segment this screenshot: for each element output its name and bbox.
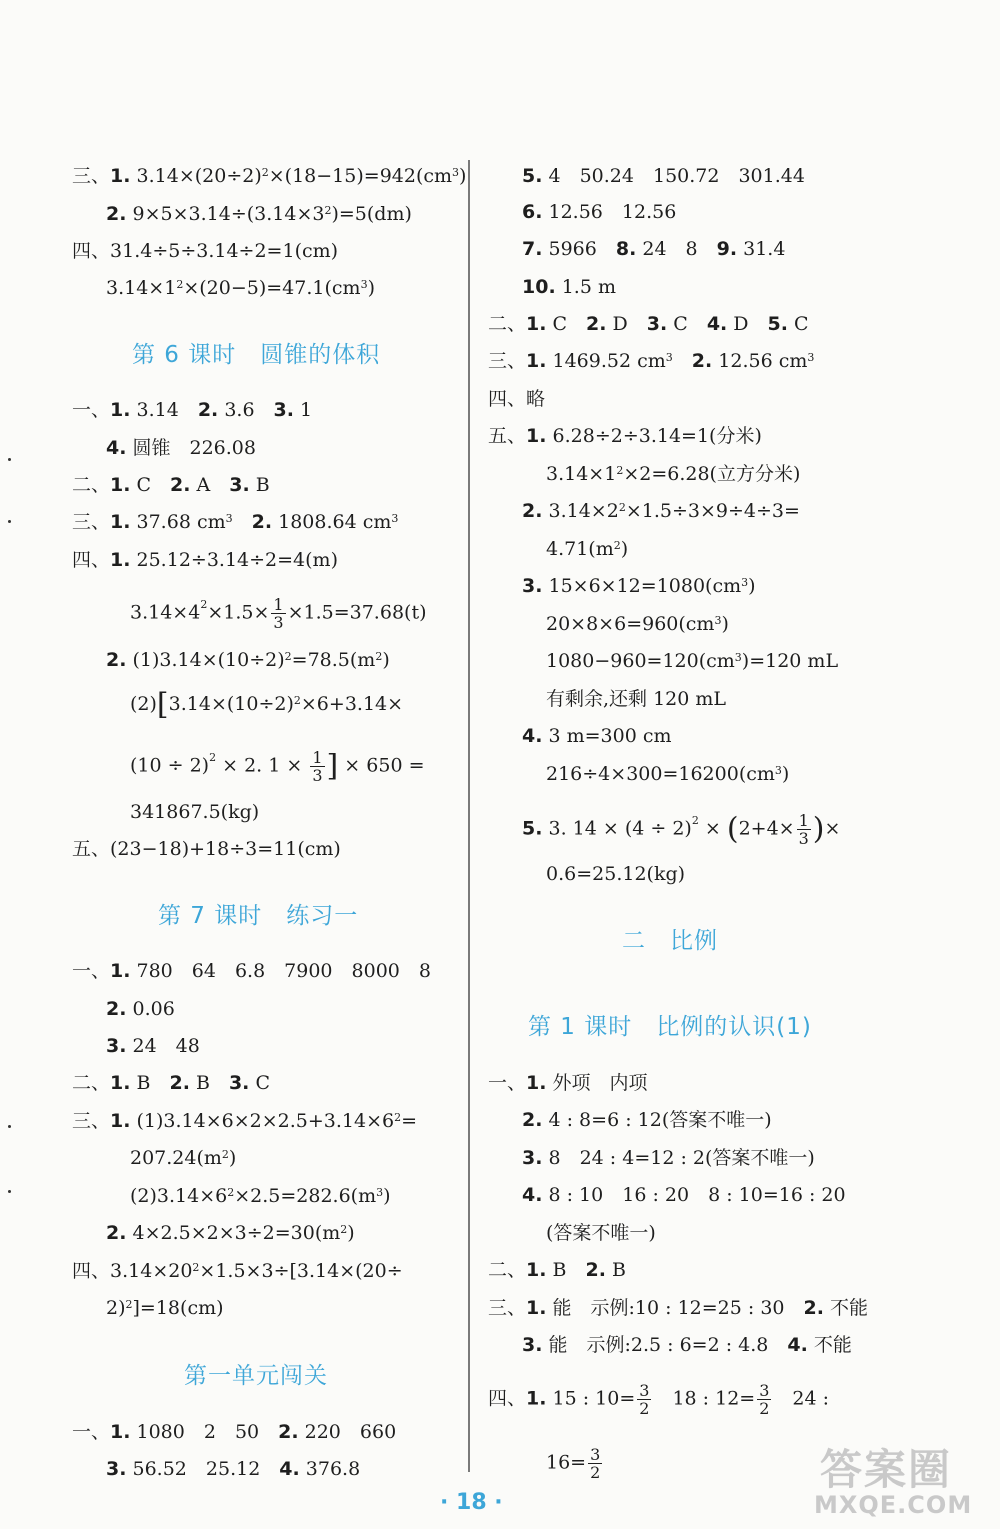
answer-line: 三、1. $(1)3.14\times 6\times 2\times 2.5+3.14\times 6^2=$ bbox=[72, 1110, 418, 1132]
answer-line: 四、1. 15 : 10= $\frac{3}{2}$ 18 : 12= $\frac{3}{2}$ 24 : bbox=[488, 1381, 830, 1418]
answer-line: 6. 12.56 12.56 bbox=[522, 201, 677, 223]
answer-line: 二、1. B 2. B 3. C bbox=[72, 1072, 270, 1094]
answer-line: 5. 4 50.24 150.72 301.44 bbox=[522, 165, 805, 187]
answer-line: 4. 圆锥 226.08 bbox=[106, 437, 256, 459]
answer-line: 四、略 bbox=[488, 388, 546, 410]
answer-line: 三、1. 能 示例:10 : 12=25 : 30 2. 不能 bbox=[488, 1297, 868, 1319]
answer-line: (答案不唯一) bbox=[546, 1222, 656, 1244]
answer-line: 2. $4\times 2.5\times 2\times 3\div 2=30(m^2)$ bbox=[106, 1222, 355, 1244]
answer-line: 7. 5966 8. 24 8 9. 31.4 bbox=[522, 238, 786, 260]
answer-line: 四、1. 25.12÷3.14÷2=4(m) bbox=[72, 549, 338, 571]
answer-line: 5. 3. $14 \times (4 \div 2)^2 \times (2+4\times$ $\frac{1}{3}$ )× bbox=[522, 811, 841, 848]
answer-line: 3. 8 24 : 4=12 : 2(答案不唯一) bbox=[522, 1147, 815, 1169]
answer-line: $4.71(m^2)$ bbox=[546, 538, 629, 560]
margin-dot bbox=[8, 458, 11, 461]
answer-line: 4. 3 m=300 cm bbox=[522, 725, 672, 747]
answer-line: 3. 能 示例:2.5 : 6=2 : 4.8 4. 不能 bbox=[522, 1334, 852, 1356]
answer-line: $216\div 4\times 300=16200(cm^3)$ bbox=[546, 763, 790, 785]
answer-line: 4. 8 : 10 16 : 20 8 : 10=16 : 20 bbox=[522, 1184, 846, 1206]
fraction: $\frac{3}{2}$ bbox=[759, 1381, 770, 1418]
answer-line: 2)$^2$]=18(cm) bbox=[106, 1297, 224, 1319]
answer-line: $3.14\times 1^2\times 2=6.28$(立方分米) bbox=[546, 463, 801, 485]
page-number: · 18 · bbox=[440, 1490, 503, 1515]
section-heading: 第 6 课时 圆锥的体积 bbox=[132, 342, 381, 368]
answer-line: $(2)[3.14\times(10\div 2)^2\times 6+3.14\times$ bbox=[130, 687, 404, 722]
answer-line: 一、1. 1080 2 50 2. 220 660 bbox=[72, 1421, 397, 1443]
answer-line: 三、1. 37.68 $cm^3$ 2. 1808.64 $cm^3$ bbox=[72, 511, 399, 533]
answer-line: $3.14\times 4^2\times 1.5\times$ $\frac{1}{3}$ ×1.5=37.68(t) bbox=[130, 595, 427, 632]
answer-line: 2. 0.06 bbox=[106, 998, 175, 1020]
answer-line: $(10 \div 2)^2 \times 2$. 1 × $\frac{1}{3}$ ] × 650 = bbox=[130, 748, 425, 785]
answer-line: 二、1. C 2. D 3. C 4. D 5. C bbox=[488, 313, 809, 335]
answer-line: 0.6=25.12(kg) bbox=[546, 863, 686, 885]
answer-line: 2. 4 : 8=6 : 12(答案不唯一) bbox=[522, 1109, 772, 1131]
answer-line: 16= $\frac{3}{2}$ bbox=[546, 1445, 601, 1482]
fraction: $\frac{1}{3}$ bbox=[798, 811, 809, 848]
answer-line: 三、1. 1469.52 $cm^3$ 2. 12.56 $cm^3$ bbox=[488, 350, 815, 372]
answer-line: $(2)3.14\times 6^2\times 2.5=282.6(m^3)$ bbox=[130, 1185, 391, 1207]
answer-line: $207.24(m^2)$ bbox=[130, 1147, 237, 1169]
answer-line: 3. $15\times 6\times 12=1080(cm^3)$ bbox=[522, 575, 756, 597]
section-heading: 二 比例 bbox=[622, 928, 718, 954]
answer-line: 3. 56.52 25.12 4. 376.8 bbox=[106, 1458, 361, 1480]
fraction: $\frac{3}{2}$ bbox=[639, 1381, 650, 1418]
answer-line: 四、31.4÷5÷3.14÷2=1(cm) bbox=[72, 240, 339, 262]
answer-line: 一、1. 780 64 6.8 7900 8000 8 bbox=[72, 960, 431, 982]
answer-line: 2. $(1)3.14\times(10\div 2)^2=78.5(m^2)$ bbox=[106, 649, 390, 671]
answer-line: $3.14\times 1^2\times(20-5)=47.1(cm^3)$ bbox=[106, 277, 375, 299]
answer-line: 三、1. $3.14\times(20\div 2)^2\times(18-15)=942(cm^3)$ bbox=[72, 165, 467, 187]
answer-line: 五、1. 6.28÷2÷3.14=1(分米) bbox=[488, 425, 762, 447]
answer-line: 2. $3.14\times 2^2\times 1.5\div 3\times 9\div 4\div 3=$ bbox=[522, 500, 800, 522]
answer-line: 341867.5(kg) bbox=[130, 801, 260, 823]
answer-line: 一、1. 外项 内项 bbox=[488, 1072, 648, 1094]
answer-line: 有剩余,还剩 120 mL bbox=[546, 688, 727, 710]
answer-line: 五、(23−18)+18÷3=11(cm) bbox=[72, 838, 341, 860]
answer-line: 2. $9\times 5\times 3.14\div(3.14\times 3^2)=5(dm)$ bbox=[106, 203, 412, 225]
answer-line: 二、1. B 2. B bbox=[488, 1259, 626, 1281]
watermark-logo bbox=[812, 1437, 992, 1525]
fraction: $\frac{1}{3}$ bbox=[312, 748, 323, 785]
column-divider bbox=[468, 160, 470, 1472]
section-heading: 第一单元闯关 bbox=[184, 1363, 328, 1389]
answer-line: $20\times 8\times 6=960(cm^3)$ bbox=[546, 613, 729, 635]
fraction: $\frac{1}{3}$ bbox=[273, 595, 284, 632]
answer-line: 10. 1.5 m bbox=[522, 276, 616, 298]
answer-line: $1080-960=120(cm^3)=120$ mL bbox=[546, 650, 839, 672]
margin-dot bbox=[8, 520, 11, 523]
fraction: $\frac{3}{2}$ bbox=[590, 1445, 601, 1482]
watermark-url: MXQE.COM bbox=[814, 1491, 973, 1519]
margin-dot bbox=[8, 1125, 11, 1128]
watermark-text: 答案圈 bbox=[820, 1445, 953, 1494]
margin-dot bbox=[8, 1190, 11, 1193]
section-heading: 第 7 课时 练习一 bbox=[158, 903, 359, 929]
answer-line: 四、$3.14\times 20^2\times 1.5\times 3\div[3.14\times(20\div$ bbox=[72, 1260, 403, 1282]
answer-line: 一、1. 3.14 2. 3.6 3. 1 bbox=[72, 399, 313, 421]
section-heading: 第 1 课时 比例的认识(1) bbox=[528, 1014, 812, 1040]
answer-line: 二、1. C 2. A 3. B bbox=[72, 474, 270, 496]
answer-line: 3. 24 48 bbox=[106, 1035, 200, 1057]
